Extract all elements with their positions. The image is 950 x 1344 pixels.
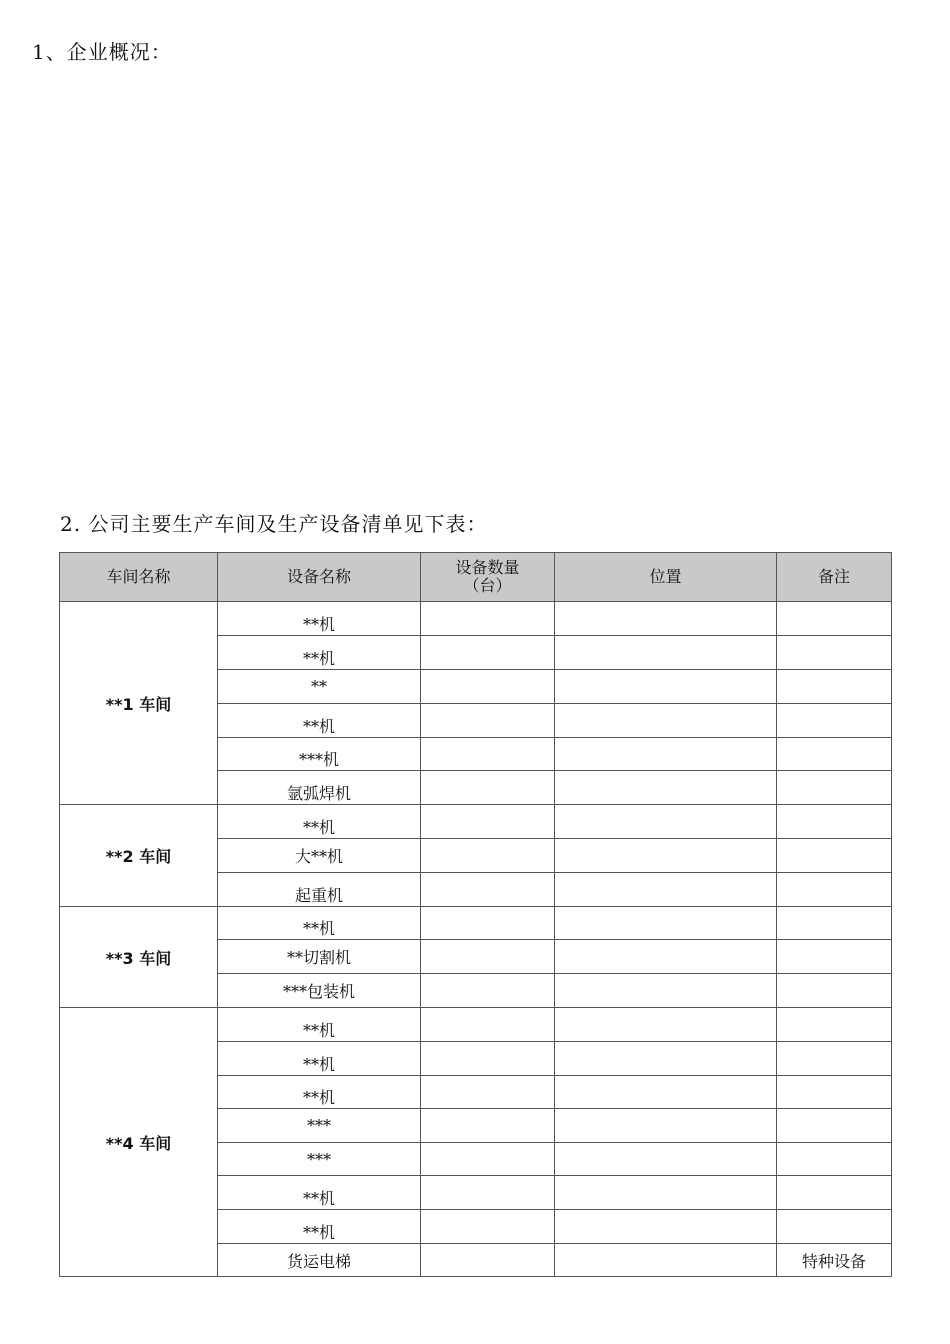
remark-cell (777, 873, 892, 907)
quantity-cell (421, 805, 555, 839)
device-name-cell: **机 (218, 1042, 421, 1076)
quantity-cell (421, 839, 555, 873)
location-cell (555, 602, 777, 636)
quantity-cell (421, 1109, 555, 1143)
quantity-cell (421, 1008, 555, 1042)
header-device: 设备名称 (218, 553, 421, 602)
device-name-cell: 大**机 (218, 839, 421, 873)
section1-title: 1、企业概况： (32, 40, 172, 64)
quantity-cell (421, 907, 555, 940)
device-name-cell: *** (218, 1143, 421, 1176)
location-cell (555, 1109, 777, 1143)
quantity-cell (421, 974, 555, 1008)
quantity-cell (421, 1210, 555, 1244)
location-cell (555, 1176, 777, 1210)
location-cell (555, 940, 777, 974)
quantity-cell (421, 1143, 555, 1176)
location-cell (555, 1210, 777, 1244)
remark-cell: 特种设备 (777, 1244, 892, 1277)
quantity-cell (421, 940, 555, 974)
quantity-cell (421, 738, 555, 771)
workshop-name-cell: **2 车间 (60, 805, 218, 907)
device-name-cell: **机 (218, 1008, 421, 1042)
table-header-row (60, 553, 892, 602)
remark-cell (777, 1143, 892, 1176)
device-name-cell: **机 (218, 805, 421, 839)
table-row (60, 805, 892, 839)
quantity-cell (421, 704, 555, 738)
location-cell (555, 771, 777, 805)
device-name-cell: **机 (218, 1076, 421, 1109)
location-cell (555, 839, 777, 873)
location-cell (555, 907, 777, 940)
workshop-name-cell: **4 车间 (60, 1008, 218, 1277)
location-cell (555, 805, 777, 839)
remark-cell (777, 1042, 892, 1076)
remark-cell (777, 670, 892, 704)
remark-cell (777, 940, 892, 974)
table-row (60, 907, 892, 940)
device-name-cell: **机 (218, 636, 421, 670)
remark-cell (777, 636, 892, 670)
location-cell (555, 1244, 777, 1277)
device-name-cell: 氩弧焊机 (218, 771, 421, 805)
equipment-table (59, 552, 892, 1277)
quantity-cell (421, 1176, 555, 1210)
remark-cell (777, 1176, 892, 1210)
device-name-cell: 货运电梯 (218, 1244, 421, 1277)
header-quantity (421, 553, 555, 602)
section2-title: 2. 公司主要生产车间及生产设备清单见下表： (60, 512, 488, 536)
location-cell (555, 1143, 777, 1176)
location-cell (555, 738, 777, 771)
remark-cell (777, 704, 892, 738)
workshop-name-cell: **1 车间 (60, 602, 218, 805)
device-name-cell: ***包装机 (218, 974, 421, 1008)
location-cell (555, 670, 777, 704)
location-cell (555, 1076, 777, 1109)
quantity-cell (421, 636, 555, 670)
remark-cell (777, 839, 892, 873)
location-cell (555, 974, 777, 1008)
quantity-cell (421, 1244, 555, 1277)
device-name-cell: ***机 (218, 738, 421, 771)
location-cell (555, 636, 777, 670)
header-remark: 备注 (777, 553, 892, 602)
location-cell (555, 873, 777, 907)
device-name-cell: **机 (218, 907, 421, 940)
table-row (60, 602, 892, 636)
remark-cell (777, 1076, 892, 1109)
remark-cell (777, 805, 892, 839)
remark-cell (777, 1109, 892, 1143)
quantity-cell (421, 602, 555, 636)
location-cell (555, 1042, 777, 1076)
remark-cell (777, 907, 892, 940)
remark-cell (777, 602, 892, 636)
remark-cell (777, 738, 892, 771)
quantity-cell (421, 873, 555, 907)
location-cell (555, 1008, 777, 1042)
header-quantity-line1: 设备数量 (455, 558, 520, 577)
remark-cell (777, 974, 892, 1008)
device-name-cell: ** (218, 670, 421, 704)
device-name-cell: **切割机 (218, 940, 421, 974)
table-body (60, 602, 892, 1277)
device-name-cell: **机 (218, 704, 421, 738)
quantity-cell (421, 1042, 555, 1076)
header-location: 位置 (555, 553, 777, 602)
header-quantity-line2: （台） (463, 576, 512, 595)
device-name-cell: **机 (218, 1210, 421, 1244)
workshop-name-cell: **3 车间 (60, 907, 218, 1008)
remark-cell (777, 1210, 892, 1244)
device-name-cell: **机 (218, 602, 421, 636)
remark-cell (777, 1008, 892, 1042)
quantity-cell (421, 771, 555, 805)
quantity-cell (421, 1076, 555, 1109)
quantity-cell (421, 670, 555, 704)
location-cell (555, 704, 777, 738)
device-name-cell: *** (218, 1109, 421, 1143)
device-name-cell: 起重机 (218, 873, 421, 907)
device-name-cell: **机 (218, 1176, 421, 1210)
table-row (60, 1008, 892, 1042)
header-workshop: 车间名称 (60, 553, 218, 602)
remark-cell (777, 771, 892, 805)
